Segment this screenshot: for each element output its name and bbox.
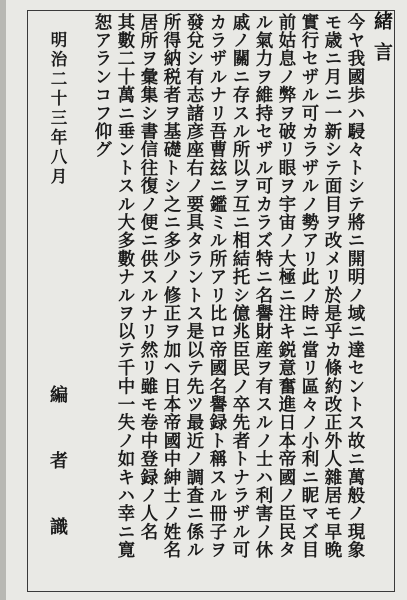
- text-column: 居所ヲ彙集シ書信往復ノ便ニ供スルナリ然リ雖モ卷中登録ノ人名: [137, 13, 157, 541]
- text-column: 前姑息ノ弊ヲ破リ眼ヲ宇宙ノ大極ニ注キ鋭意奮進日本帝國ノ臣民タ: [275, 13, 295, 559]
- author-signature: 編者識: [47, 385, 68, 583]
- text-column: 實行セザル可カラザルノ勢アリ此ノ時ニ當リ區々ノ小利ニ眤マズ目: [298, 13, 318, 559]
- text-column: 戚ノ關ニ存スル所以ヲ互ニ相結托シ億兆臣民ノ卒先者トナラザル可: [229, 13, 249, 559]
- document-title: 緒言: [371, 11, 393, 73]
- text-column: 發兌シ有志諸彦座右ノ要具タラントス是以テ先ツ最近ノ調査ニ係ル: [183, 13, 203, 559]
- document-frame: [27, 10, 395, 592]
- text-column: ル氣力ヲ維持セザル可カラズ特ニ名譽財産ヲ有スルノ士ハ利害ノ休: [252, 13, 272, 559]
- text-column: 恕アランコフ仰グ: [91, 13, 111, 159]
- text-column: 其數二十萬ニ垂ントスル大多數ナルヲ以テ千中一失ノ如キハ幸ニ寛: [114, 13, 134, 559]
- text-column: 今ヤ我國歩ハ駸々トシテ將ニ開明ノ域ニ達セントス故ニ萬般ノ現象: [344, 13, 364, 559]
- text-column: モ歳ニ月ニ一新シテ面目ヲ改メリ於是乎カ條約改正外人雜居モ早晩: [321, 13, 341, 559]
- text-column: カラザルナリ吾曹玆ニ鑑ミル所アリ比ロ帝國名譽録ト稱スル冊子ヲ: [206, 13, 226, 559]
- text-column: 所得納税者ヲ基礎トシ之ニ多少ノ修正ヲ加ヘ日本帝國中紳士ノ姓名: [160, 13, 180, 559]
- document-date: 明治二十三年八月: [48, 31, 67, 187]
